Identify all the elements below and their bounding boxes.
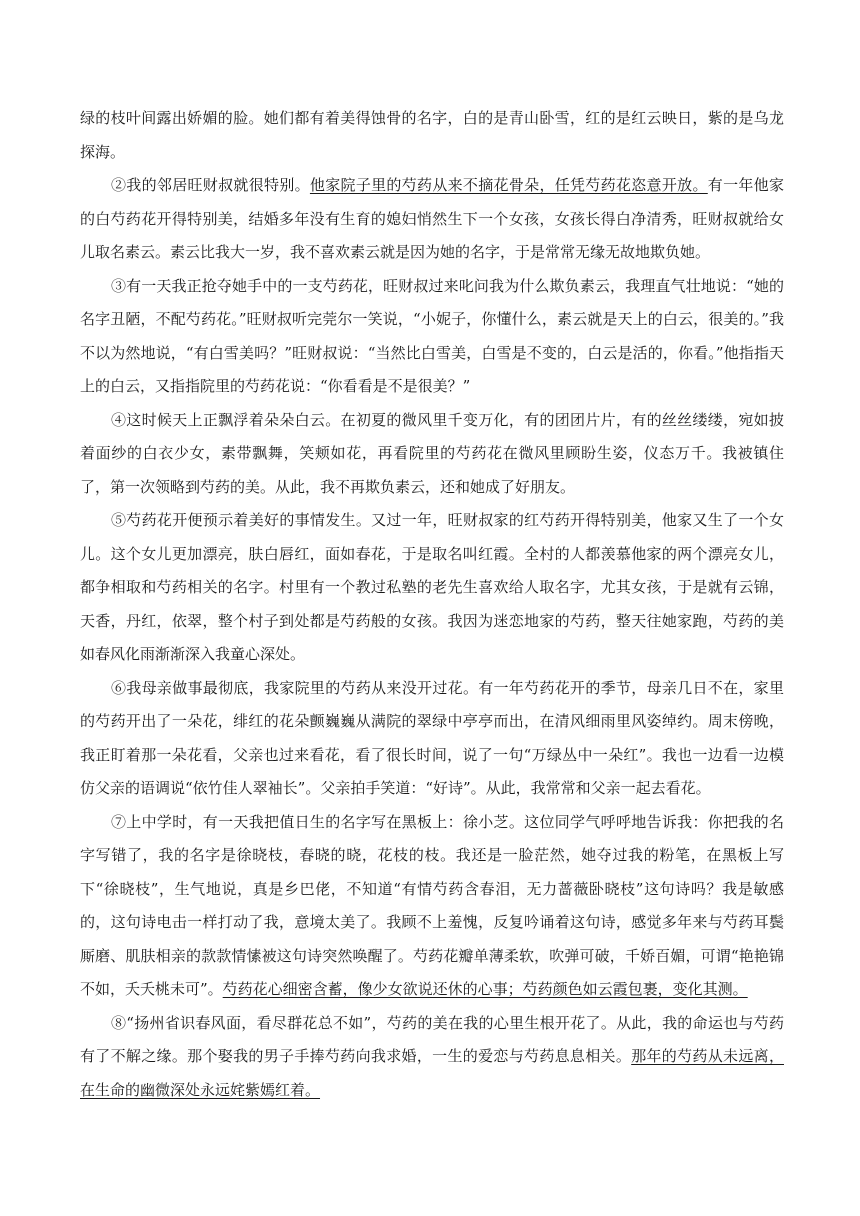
paragraph-text: ⑥我母亲做事最彻底，我家院里的芍药从来没开过花。有一年芍药花开的季节，母亲几日不在，家里的芍药开出了一朵花，绯红的花朵颤巍巍从满院的翠绿中亭亭而出，在清风细雨里风姿绰约。周末傍晚，我正盯着那一朵花看，父亲也过来看花，看了很长时间，说了一句“万绿丛中一朵红”。我也一边看一边模仿父亲的语调说“依竹佳人翠袖长”。父亲拍手笑道：“好诗”。从此，我常常和父亲一起去看花。 (80, 678, 784, 797)
paragraph-2 (80, 169, 784, 270)
paragraph-4 (80, 404, 784, 505)
paragraph-8 (80, 1007, 784, 1108)
paragraph-text: ②我的邻居旺财叔就很特别。 (111, 176, 310, 194)
document-body (80, 102, 784, 1107)
paragraph-3 (80, 270, 784, 404)
underlined-sentence: 芍药花心细密含蓄，像少女欲说还休的心事；芍药颜色如云霞包裹，变化其测。 (222, 980, 748, 998)
paragraph-text: 有一年他家的白芍药花开得特别美，结婚多年没有生育的媳妇悄然生下一个女孩，女孩长得白净清秀，旺财叔就给女儿取名素云。素云比我大一岁，我不喜欢素云就是因为她的名字，于是常常无缘无故地欺负她。 (80, 176, 784, 261)
paragraph-text: 绿的枝叶间露出娇媚的脸。她们都有着美得蚀骨的名字，白的是青山卧雪，红的是红云映日，紫的是乌龙探海。 (80, 109, 784, 161)
paragraph-text: ⑤芍药花开便预示着美好的事情发生。又过一年，旺财叔家的红芍药开得特别美，他家又生了一个女儿。这个女儿更加漂亮，肤白唇红，面如春花，于是取名叫红霞。全村的人都羡慕他家的两个漂亮女儿，都争相取和芍药相关的名字。村里有一个教过私塾的老先生喜欢给人取名字，尤其女孩，于是就有云锦，天香，丹红，依翠，整个村子到处都是芍药般的女孩。我因为迷恋地家的芍药，整天往她家跑，芍药的美如春风化雨渐渐深入我童心深处。 (80, 511, 784, 663)
paragraph-text: ⑦上中学时，有一天我把值日生的名字写在黑板上：徐小芝。这位同学气呼呼地告诉我：你把我的名字写错了，我的名字是徐晓枝，春晓的晓，花枝的枝。我还是一脸茫然，她夺过我的粉笔，在黑板上写下“徐晓枝”，生气地说，真是乡巴佬，不知道“有情芍药含春泪，无力蔷薇卧晓枝”这句诗吗？我是敏感的，这句诗电击一样打动了我，意境太美了。我顾不上羞愧，反复吟诵着这句诗，感觉多年来与芍药耳鬓厮磨、肌肤相亲的款款情愫被这句诗突然唤醒了。芍药花瓣单薄柔软，吹弹可破，千娇百媚，可谓“艳艳锦不如，夭夭桃未可”。 (80, 812, 784, 998)
paragraph-text: ⑧“扬州省识春风面，看尽群花总不如”，芍药的美在我的心里生根开花了。从此，我的命运也与芍药有了不解之缘。那个娶我的男子手捧芍药向我求婚，一生的爱恋与芍药息息相关。 (80, 1013, 784, 1065)
paragraph-text: ③有一天我正抢夺她手中的一支芍药花，旺财叔过来叱问我为什么欺负素云，我理直气壮地说：“她的名字丑陋，不配芍药花。”旺财叔听完莞尔一笑说，“小妮子，你懂什么，素云就是天上的白云，很美的。”我不以为然地说，“有白雪美吗？”旺财叔说：“当然比白雪美，白雪是不变的，白云是活的，你看。”他指指天上的白云，又指指院里的芍药花说：“你看看是不是很美？” (80, 276, 784, 395)
paragraph-text: ④这时候天上正飘浮着朵朵白云。在初夏的微风里千变万化，有的团团片片，有的丝丝缕缕，宛如披着面纱的白衣少女，素带飘舞，笑颊如花，再看院里的芍药花在微风里顾盼生姿，仪态万千。我被镇住了，第一次领略到芍药的美。从此，我不再欺负素云，还和她成了好朋友。 (80, 410, 784, 496)
underlined-sentence: 那年的芍药从未远离，在生命的幽微深处永远姹紫嫣红着。 (80, 1047, 784, 1099)
underlined-sentence: 他家院子里的芍药从来不摘花骨朵，任凭芍药花恣意开放。 (309, 176, 708, 194)
paragraph-7 (80, 806, 784, 1007)
paragraph-1-continuation (80, 102, 784, 169)
paragraph-5 (80, 504, 784, 672)
paragraph-6 (80, 672, 784, 806)
